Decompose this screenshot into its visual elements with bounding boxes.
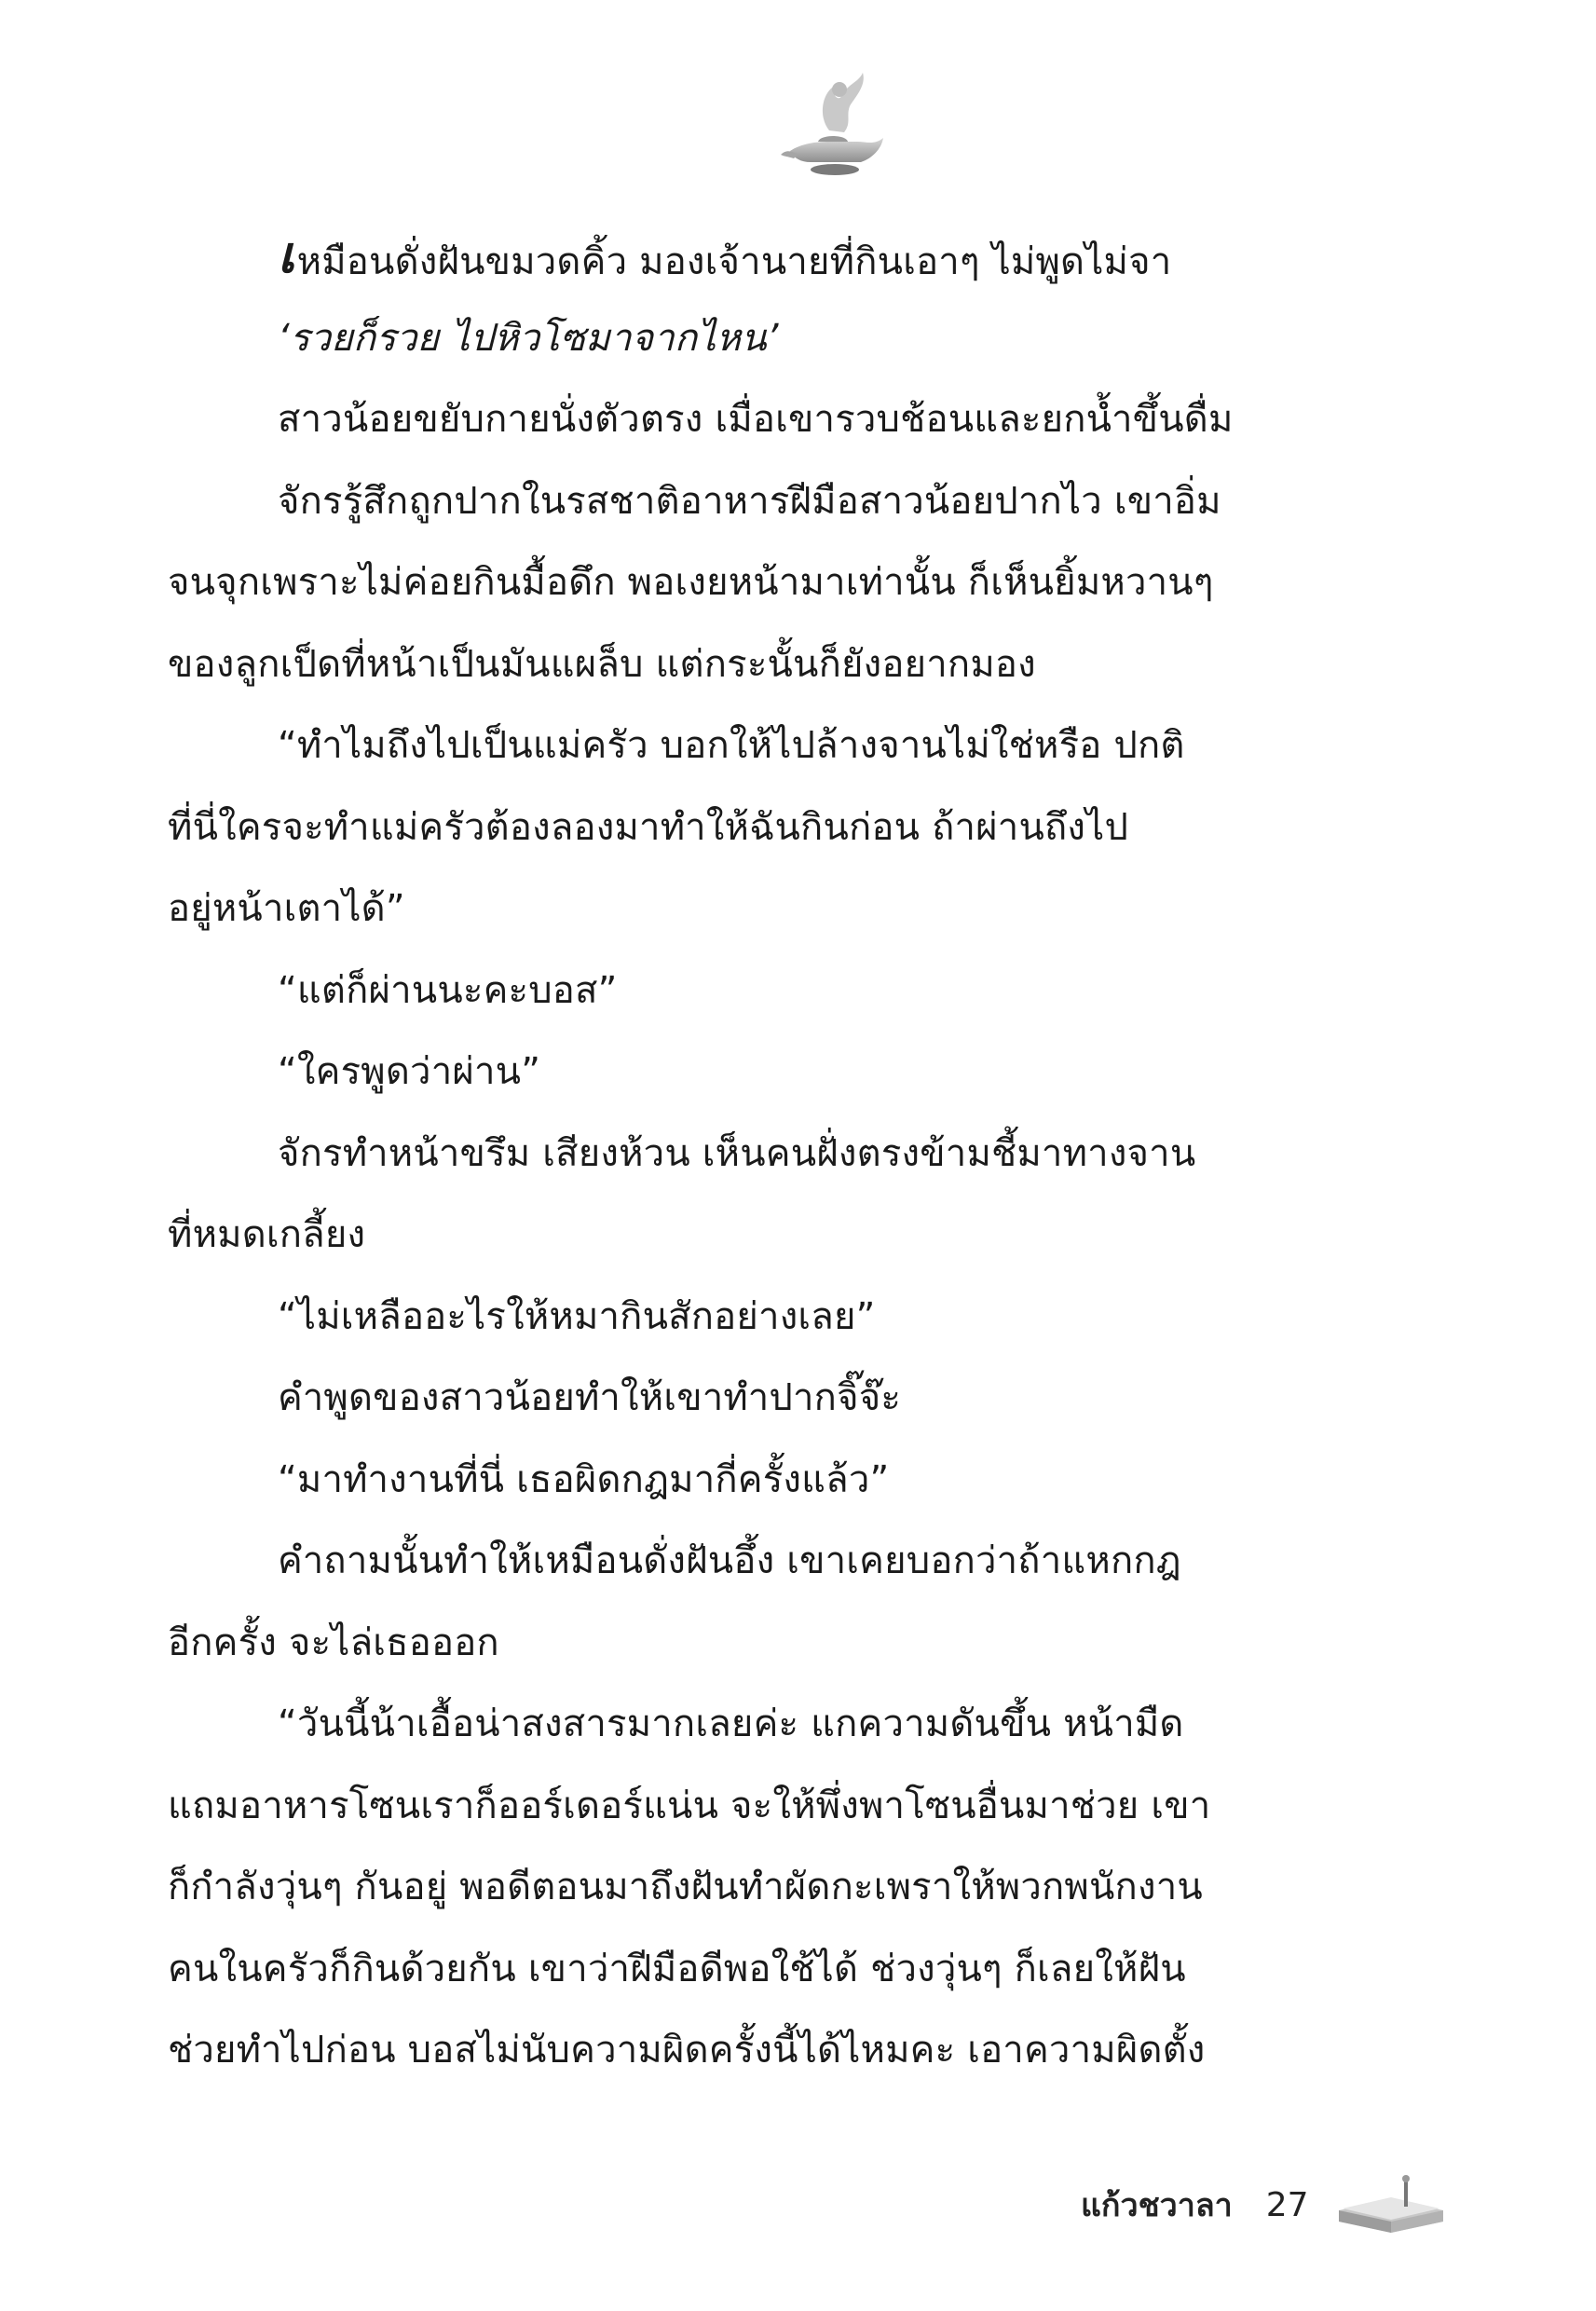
text-line-20: แถมอาหารโซนเราก็ออร์เดอร์แน่น จะให้พึ่งพาโซนอื่นมาช่วย เขา: [168, 1784, 1211, 1827]
open-book-icon: [1333, 2173, 1449, 2236]
text-line-2: ‘รวยก็รวย ไปหิวโซมาจากไหน’: [278, 316, 779, 360]
text-line-16: “มาทำงานที่นี่ เธอผิดกฎมากี่ครั้งแล้ว”: [278, 1457, 890, 1501]
text-line-13: ที่หมดเกลี้ยง: [168, 1213, 366, 1256]
text-line-1: เหมือนดั่งฝันขมวดคิ้ว มองเจ้านายที่กินเอาๆ ไม่พูดไม่จา: [278, 216, 1414, 298]
text-line-22: คนในครัวก็กินด้วยกัน เขาว่าฝีมือดีพอใช้ได้ ช่วงวุ่นๆ ก็เลยให้ฝัน: [168, 1947, 1186, 1990]
text-line-6: ของลูกเป็ดที่หน้าเป็นมันแผล็บ แต่กระนั้นก็ยังอยากมอง: [168, 642, 1036, 686]
genie-lamp-icon: [773, 65, 894, 196]
text-line-9: อยู่หน้าเตาได้”: [168, 887, 405, 930]
text-line-7: “ทำไมถึงไปเป็นแม่ครัว บอกให้ไปล้างจานไม่ใช่หรือ ปกติ: [278, 724, 1185, 767]
book-title: แก้วชวาลา: [1081, 2187, 1233, 2224]
story-text: [168, 216, 1414, 2092]
drop-cap: เ: [278, 226, 295, 284]
text-line-19: “วันนี้น้าเอื้อน่าสงสารมากเลยค่ะ แกความดันขึ้น หน้ามืด: [278, 1702, 1184, 1745]
text-line-21: ก็กำลังวุ่นๆ กันอยู่ พอดีตอนมาถึงฝันทำผัดกะเพราให้พวกพนักงาน: [168, 1866, 1203, 1908]
text-line-15: คำพูดของสาวน้อยทำให้เขาทำปากจิ๊จ๊ะ: [278, 1376, 902, 1419]
text-line-4: จักรรู้สึกถูกปากในรสชาติอาหารฝีมือสาวน้อยปากไว เขาอิ่ม: [278, 479, 1221, 523]
text-line-14: “ไม่เหลืออะไรให้หมากินสักอย่างเลย”: [278, 1294, 876, 1338]
page-number: 27: [1265, 2185, 1309, 2224]
text-line-8: ที่นี่ใครจะทำแม่ครัวต้องลองมาทำให้ฉันกินก่อน ถ้าผ่านถึงไป: [168, 805, 1129, 849]
text-line-11: “ใครพูดว่าผ่าน”: [278, 1050, 541, 1093]
text-line-23: ช่วยทำไปก่อน บอสไม่นับความผิดครั้งนี้ได้ไหมคะ เอาความผิดตั้ง: [168, 2029, 1206, 2072]
text-line-18: อีกครั้ง จะไล่เธอออก: [168, 1620, 499, 1664]
text-line-3: สาวน้อยขยับกายนั่งตัวตรง เมื่อเขารวบช้อนและยกน้ำขึ้นดื่ม: [278, 398, 1234, 441]
text-line-10: “แต่ก็ผ่านนะคะบอส”: [278, 968, 618, 1012]
text-line-17: คำถามนั้นทำให้เหมือนดั่งฝันอึ้ง เขาเคยบอกว่าถ้าแหกกฎ: [278, 1539, 1181, 1582]
page-footer: [1081, 2167, 1449, 2242]
text-line-5: จนจุกเพราะไม่ค่อยกินมื้อดึก พอเงยหน้ามาเท่านั้น ก็เห็นยิ้มหวานๆ: [168, 561, 1214, 604]
text-line-12: จักรทำหน้าขรึม เสียงห้วน เห็นคนฝั่งตรงข้ามชี้มาทางจาน: [278, 1131, 1196, 1175]
